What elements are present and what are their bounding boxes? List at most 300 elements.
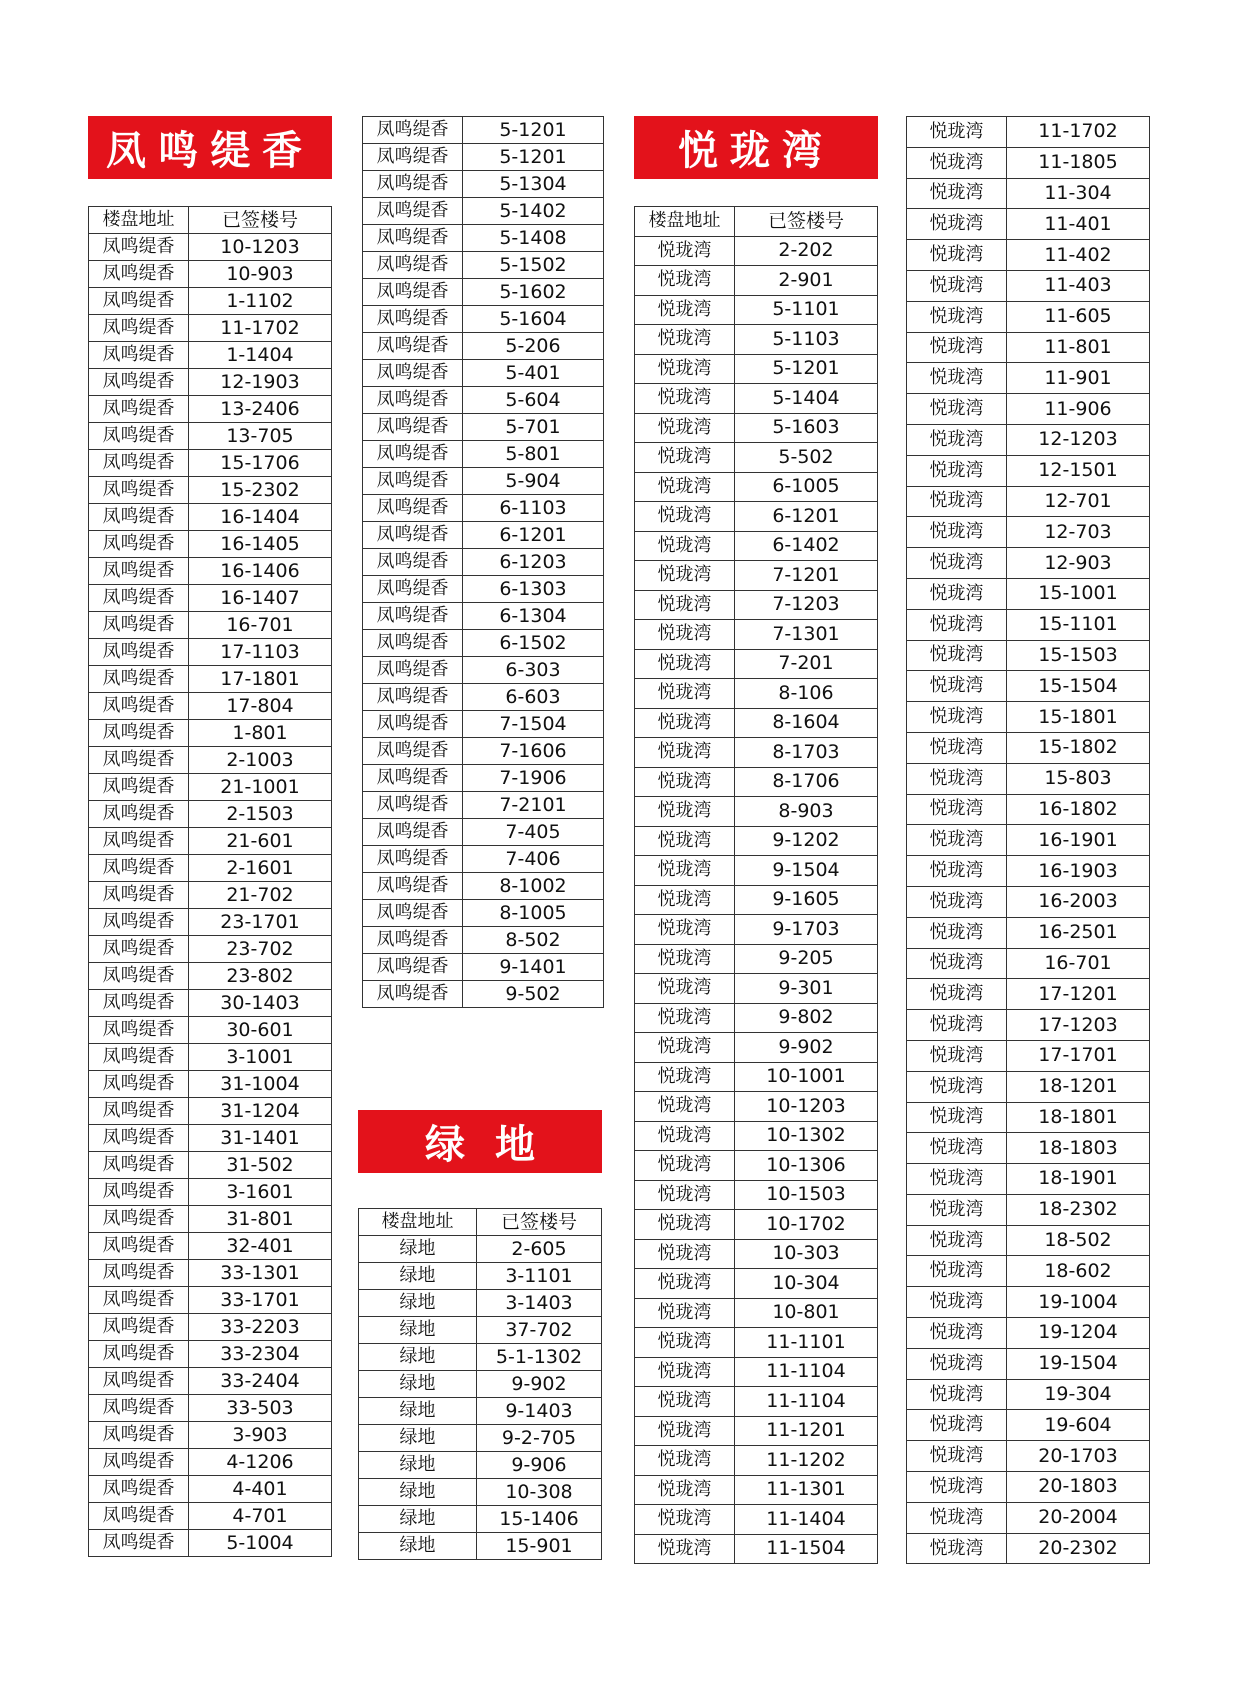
address-cell: 悦珑湾 (907, 117, 1007, 148)
address-cell: 悦珑湾 (635, 1269, 735, 1299)
address-cell: 悦珑湾 (635, 1239, 735, 1269)
table-row (359, 1236, 602, 1263)
unit-cell: 9-906 (477, 1452, 602, 1479)
address-cell: 悦珑湾 (907, 178, 1007, 209)
address-cell: 悦珑湾 (635, 620, 735, 650)
table-row (635, 1003, 878, 1033)
address-cell: 凤鸣缇香 (89, 774, 189, 801)
address-cell: 悦珑湾 (635, 649, 735, 679)
table-header-row (89, 207, 332, 234)
table-row (635, 354, 878, 384)
address-cell: 凤鸣缇香 (89, 882, 189, 909)
address-cell: 绿地 (359, 1479, 477, 1506)
table-row (89, 693, 332, 720)
table-row (907, 979, 1150, 1010)
address-cell: 凤鸣缇香 (363, 468, 463, 495)
unit-cell: 33-1701 (189, 1287, 332, 1314)
address-cell: 悦珑湾 (635, 1003, 735, 1033)
table-row (89, 1017, 332, 1044)
table-row (363, 144, 604, 171)
unit-cell: 31-1004 (189, 1071, 332, 1098)
table-row (89, 585, 332, 612)
unit-cell: 20-2004 (1007, 1502, 1150, 1533)
table-row (359, 1317, 602, 1344)
unit-cell: 11-304 (1007, 178, 1150, 209)
address-cell: 凤鸣缇香 (363, 873, 463, 900)
unit-cell: 17-1103 (189, 639, 332, 666)
table-row (89, 1476, 332, 1503)
address-cell: 凤鸣缇香 (89, 1179, 189, 1206)
unit-cell: 5-1304 (463, 171, 604, 198)
table-row (89, 369, 332, 396)
address-cell: 绿地 (359, 1533, 477, 1560)
address-cell: 悦珑湾 (907, 394, 1007, 425)
address-cell: 悦珑湾 (635, 1121, 735, 1151)
table-row (89, 1098, 332, 1125)
address-cell: 凤鸣缇香 (89, 423, 189, 450)
address-cell: 悦珑湾 (635, 502, 735, 532)
table-row (635, 620, 878, 650)
address-cell: 凤鸣缇香 (89, 504, 189, 531)
table-row (635, 295, 878, 325)
unit-cell: 5-701 (463, 414, 604, 441)
address-cell: 悦珑湾 (635, 1505, 735, 1535)
unit-cell: 5-1201 (735, 354, 878, 384)
table-row (635, 561, 878, 591)
address-cell: 凤鸣缇香 (89, 828, 189, 855)
table-row (89, 666, 332, 693)
unit-cell: 17-1201 (1007, 979, 1150, 1010)
table-row (907, 1102, 1150, 1133)
table-row (907, 548, 1150, 579)
address-cell: 悦珑湾 (907, 486, 1007, 517)
table-row (89, 774, 332, 801)
unit-cell: 11-1702 (1007, 117, 1150, 148)
unit-cell: 3-1101 (477, 1263, 602, 1290)
header-unit-cell: 已签楼号 (189, 207, 332, 234)
unit-cell: 8-1604 (735, 708, 878, 738)
unit-cell: 5-401 (463, 360, 604, 387)
address-cell: 凤鸣缇香 (363, 846, 463, 873)
address-cell: 悦珑湾 (907, 1379, 1007, 1410)
table-row (89, 342, 332, 369)
unit-cell: 3-903 (189, 1422, 332, 1449)
table-row (89, 1044, 332, 1071)
address-cell: 悦珑湾 (907, 794, 1007, 825)
address-cell: 悦珑湾 (907, 609, 1007, 640)
unit-cell: 16-1901 (1007, 825, 1150, 856)
table-row (363, 225, 604, 252)
address-cell: 悦珑湾 (907, 1010, 1007, 1041)
unit-cell: 15-901 (477, 1533, 602, 1560)
address-cell: 凤鸣缇香 (89, 855, 189, 882)
address-cell: 悦珑湾 (907, 1256, 1007, 1287)
unit-cell: 2-1503 (189, 801, 332, 828)
table-row (907, 1410, 1150, 1441)
table-row (907, 270, 1150, 301)
table-row (907, 1194, 1150, 1225)
address-cell: 悦珑湾 (635, 1446, 735, 1476)
table-row (907, 178, 1150, 209)
table-row (907, 1133, 1150, 1164)
unit-cell: 7-405 (463, 819, 604, 846)
unit-cell: 15-1101 (1007, 609, 1150, 640)
unit-cell: 9-1401 (463, 954, 604, 981)
table-row (363, 981, 604, 1008)
table-row (89, 882, 332, 909)
address-cell: 悦珑湾 (907, 240, 1007, 271)
address-cell: 凤鸣缇香 (363, 765, 463, 792)
unit-cell: 8-106 (735, 679, 878, 709)
unit-cell: 7-1301 (735, 620, 878, 650)
table-row (363, 819, 604, 846)
address-cell: 凤鸣缇香 (89, 234, 189, 261)
unit-cell: 6-1203 (463, 549, 604, 576)
unit-cell: 6-1304 (463, 603, 604, 630)
unit-cell: 19-304 (1007, 1379, 1150, 1410)
unit-cell: 11-401 (1007, 209, 1150, 240)
address-cell: 凤鸣缇香 (89, 531, 189, 558)
address-cell: 凤鸣缇香 (89, 261, 189, 288)
unit-cell: 12-903 (1007, 548, 1150, 579)
unit-cell: 16-2501 (1007, 917, 1150, 948)
table-row (363, 738, 604, 765)
unit-cell: 19-1204 (1007, 1318, 1150, 1349)
unit-cell: 15-1001 (1007, 578, 1150, 609)
address-cell: 绿地 (359, 1236, 477, 1263)
table-row (635, 1534, 878, 1564)
address-cell: 凤鸣缇香 (89, 747, 189, 774)
address-cell: 凤鸣缇香 (363, 792, 463, 819)
address-cell: 悦珑湾 (907, 1348, 1007, 1379)
address-cell: 悦珑湾 (635, 797, 735, 827)
unit-cell: 2-901 (735, 266, 878, 296)
address-cell: 凤鸣缇香 (363, 252, 463, 279)
address-cell: 凤鸣缇香 (89, 666, 189, 693)
address-cell: 凤鸣缇香 (363, 414, 463, 441)
unit-cell: 9-2-705 (477, 1425, 602, 1452)
address-cell: 悦珑湾 (635, 885, 735, 915)
address-cell: 绿地 (359, 1452, 477, 1479)
unit-cell: 16-1406 (189, 558, 332, 585)
address-cell: 凤鸣缇香 (363, 495, 463, 522)
address-cell: 凤鸣缇香 (89, 1233, 189, 1260)
address-cell: 凤鸣缇香 (89, 315, 189, 342)
unit-cell: 20-1703 (1007, 1441, 1150, 1472)
unit-cell: 9-802 (735, 1003, 878, 1033)
unit-cell: 1-1404 (189, 342, 332, 369)
unit-cell: 11-1202 (735, 1446, 878, 1476)
table-row (635, 1387, 878, 1417)
address-cell: 悦珑湾 (635, 531, 735, 561)
table-row (89, 1071, 332, 1098)
unit-cell: 10-1503 (735, 1180, 878, 1210)
table-row (635, 1033, 878, 1063)
table-row (907, 794, 1150, 825)
unit-cell: 16-1405 (189, 531, 332, 558)
address-cell: 悦珑湾 (635, 1357, 735, 1387)
unit-cell: 5-904 (463, 468, 604, 495)
table-row (89, 612, 332, 639)
header-unit-cell: 已签楼号 (477, 1209, 602, 1236)
unit-cell: 6-1402 (735, 531, 878, 561)
table-row (363, 171, 604, 198)
unit-cell: 4-401 (189, 1476, 332, 1503)
table-row (89, 1287, 332, 1314)
unit-cell: 1-801 (189, 720, 332, 747)
table-row (89, 720, 332, 747)
address-cell: 悦珑湾 (635, 826, 735, 856)
address-cell: 悦珑湾 (907, 1410, 1007, 1441)
table-row (635, 974, 878, 1004)
address-cell: 悦珑湾 (635, 590, 735, 620)
address-cell: 凤鸣缇香 (89, 1314, 189, 1341)
table-row (907, 1164, 1150, 1195)
address-cell: 悦珑湾 (907, 455, 1007, 486)
address-cell: 悦珑湾 (907, 147, 1007, 178)
unit-cell: 5-1004 (189, 1530, 332, 1557)
unit-cell: 15-1802 (1007, 732, 1150, 763)
table-row (89, 747, 332, 774)
unit-cell: 6-1502 (463, 630, 604, 657)
address-cell: 悦珑湾 (907, 517, 1007, 548)
address-cell: 凤鸣缇香 (89, 585, 189, 612)
address-cell: 悦珑湾 (907, 1040, 1007, 1071)
table-row (363, 279, 604, 306)
address-cell: 凤鸣缇香 (89, 909, 189, 936)
address-cell: 凤鸣缇香 (89, 1422, 189, 1449)
table-row (907, 455, 1150, 486)
unit-cell: 5-1402 (463, 198, 604, 225)
unit-cell: 11-1201 (735, 1416, 878, 1446)
address-cell: 悦珑湾 (907, 270, 1007, 301)
table-row (89, 504, 332, 531)
unit-cell: 10-308 (477, 1479, 602, 1506)
unit-cell: 12-1501 (1007, 455, 1150, 486)
address-cell: 悦珑湾 (635, 1298, 735, 1328)
table-row (907, 1348, 1150, 1379)
table-row (363, 927, 604, 954)
table-row (907, 301, 1150, 332)
table-row (359, 1425, 602, 1452)
unit-cell: 10-801 (735, 1298, 878, 1328)
address-cell: 凤鸣缇香 (89, 1017, 189, 1044)
address-cell: 悦珑湾 (635, 295, 735, 325)
header-address-cell: 楼盘地址 (359, 1209, 477, 1236)
table-row (363, 765, 604, 792)
unit-cell: 6-1005 (735, 472, 878, 502)
table-row (89, 1206, 332, 1233)
unit-cell: 18-2302 (1007, 1194, 1150, 1225)
unit-cell: 1-1102 (189, 288, 332, 315)
unit-cell: 33-2203 (189, 1314, 332, 1341)
unit-cell: 18-1901 (1007, 1164, 1150, 1195)
table-row (89, 450, 332, 477)
unit-cell: 15-2302 (189, 477, 332, 504)
table-row (635, 708, 878, 738)
table-row (907, 147, 1150, 178)
address-cell: 悦珑湾 (907, 1472, 1007, 1503)
address-cell: 悦珑湾 (907, 363, 1007, 394)
table-row (359, 1479, 602, 1506)
table-row (635, 797, 878, 827)
unit-cell: 18-1803 (1007, 1133, 1150, 1164)
table-row (635, 1328, 878, 1358)
unit-cell: 19-604 (1007, 1410, 1150, 1441)
address-cell: 凤鸣缇香 (89, 342, 189, 369)
table-row (89, 801, 332, 828)
table-row (907, 609, 1150, 640)
units-table-ylw-1 (634, 206, 878, 1564)
table-row (363, 846, 604, 873)
table-row (907, 886, 1150, 917)
address-cell: 凤鸣缇香 (89, 1341, 189, 1368)
table-row (89, 261, 332, 288)
address-cell: 凤鸣缇香 (363, 144, 463, 171)
address-cell: 悦珑湾 (635, 1328, 735, 1358)
address-cell: 绿地 (359, 1290, 477, 1317)
unit-cell: 10-1302 (735, 1121, 878, 1151)
table-row (89, 1314, 332, 1341)
table-row (359, 1533, 602, 1560)
address-cell: 悦珑湾 (635, 944, 735, 974)
unit-cell: 11-1301 (735, 1475, 878, 1505)
unit-cell: 11-1702 (189, 315, 332, 342)
section-banner-ylw: 悦珑湾 (634, 116, 878, 179)
address-cell: 凤鸣缇香 (363, 306, 463, 333)
unit-cell: 5-1103 (735, 325, 878, 355)
address-cell: 凤鸣缇香 (89, 477, 189, 504)
unit-cell: 23-702 (189, 936, 332, 963)
address-cell: 凤鸣缇香 (363, 117, 463, 144)
table-row (907, 578, 1150, 609)
unit-cell: 21-1001 (189, 774, 332, 801)
table-row (89, 828, 332, 855)
address-cell: 悦珑湾 (907, 1287, 1007, 1318)
table-row (363, 441, 604, 468)
unit-cell: 19-1504 (1007, 1348, 1150, 1379)
address-cell: 凤鸣缇香 (363, 198, 463, 225)
table-row (363, 792, 604, 819)
address-cell: 悦珑湾 (907, 732, 1007, 763)
address-cell: 凤鸣缇香 (89, 639, 189, 666)
unit-cell: 10-1702 (735, 1210, 878, 1240)
address-cell: 绿地 (359, 1317, 477, 1344)
unit-cell: 7-1606 (463, 738, 604, 765)
table-row (635, 502, 878, 532)
table-row (359, 1452, 602, 1479)
address-cell: 悦珑湾 (907, 332, 1007, 363)
address-cell: 悦珑湾 (635, 738, 735, 768)
unit-cell: 11-402 (1007, 240, 1150, 271)
address-cell: 悦珑湾 (907, 1502, 1007, 1533)
unit-cell: 13-705 (189, 423, 332, 450)
table-row (907, 825, 1150, 856)
address-cell: 凤鸣缇香 (89, 1503, 189, 1530)
table-row (635, 1505, 878, 1535)
unit-cell: 2-202 (735, 236, 878, 266)
unit-cell: 15-1406 (477, 1506, 602, 1533)
address-cell: 凤鸣缇香 (89, 1206, 189, 1233)
address-cell: 凤鸣缇香 (89, 1260, 189, 1287)
address-cell: 凤鸣缇香 (89, 1530, 189, 1557)
address-cell: 悦珑湾 (635, 472, 735, 502)
unit-cell: 6-1201 (463, 522, 604, 549)
address-cell: 凤鸣缇香 (89, 612, 189, 639)
table-row (635, 413, 878, 443)
unit-cell: 5-1404 (735, 384, 878, 414)
unit-cell: 23-1701 (189, 909, 332, 936)
table-row (907, 732, 1150, 763)
unit-cell: 7-2101 (463, 792, 604, 819)
address-cell: 悦珑湾 (635, 1092, 735, 1122)
unit-cell: 10-304 (735, 1269, 878, 1299)
unit-cell: 15-1504 (1007, 671, 1150, 702)
unit-cell: 16-2003 (1007, 886, 1150, 917)
table-row (89, 558, 332, 585)
table-row (635, 1062, 878, 1092)
address-cell: 凤鸣缇香 (89, 990, 189, 1017)
unit-cell: 31-801 (189, 1206, 332, 1233)
address-cell: 悦珑湾 (907, 825, 1007, 856)
table-row (907, 1010, 1150, 1041)
unit-cell: 5-206 (463, 333, 604, 360)
unit-cell: 33-2404 (189, 1368, 332, 1395)
table-row (363, 954, 604, 981)
address-cell: 悦珑湾 (907, 671, 1007, 702)
table-row (907, 486, 1150, 517)
address-cell: 悦珑湾 (635, 856, 735, 886)
address-cell: 凤鸣缇香 (363, 927, 463, 954)
unit-cell: 12-1903 (189, 369, 332, 396)
unit-cell: 5-801 (463, 441, 604, 468)
section-banner-ld: 绿地 (358, 1110, 602, 1173)
table-row (635, 1298, 878, 1328)
address-cell: 凤鸣缇香 (363, 441, 463, 468)
unit-cell: 17-1203 (1007, 1010, 1150, 1041)
unit-cell: 30-601 (189, 1017, 332, 1044)
address-cell: 悦珑湾 (635, 413, 735, 443)
address-cell: 悦珑湾 (907, 886, 1007, 917)
unit-cell: 11-801 (1007, 332, 1150, 363)
table-row (907, 394, 1150, 425)
table-row (907, 1441, 1150, 1472)
table-row (359, 1398, 602, 1425)
table-row (635, 531, 878, 561)
table-header-row (359, 1209, 602, 1236)
address-cell: 悦珑湾 (907, 856, 1007, 887)
table-row (635, 1121, 878, 1151)
unit-cell: 4-1206 (189, 1449, 332, 1476)
unit-cell: 18-1801 (1007, 1102, 1150, 1133)
table-row (907, 917, 1150, 948)
address-cell: 悦珑湾 (635, 561, 735, 591)
unit-cell: 7-406 (463, 846, 604, 873)
unit-cell: 7-201 (735, 649, 878, 679)
table-row (907, 517, 1150, 548)
unit-cell: 10-303 (735, 1239, 878, 1269)
address-cell: 悦珑湾 (907, 917, 1007, 948)
table-row (89, 963, 332, 990)
table-row (907, 1502, 1150, 1533)
unit-cell: 31-1401 (189, 1125, 332, 1152)
unit-cell: 16-1802 (1007, 794, 1150, 825)
unit-cell: 33-2304 (189, 1341, 332, 1368)
unit-cell: 16-701 (189, 612, 332, 639)
address-cell: 凤鸣缇香 (363, 819, 463, 846)
table-row (635, 236, 878, 266)
unit-cell: 16-1404 (189, 504, 332, 531)
